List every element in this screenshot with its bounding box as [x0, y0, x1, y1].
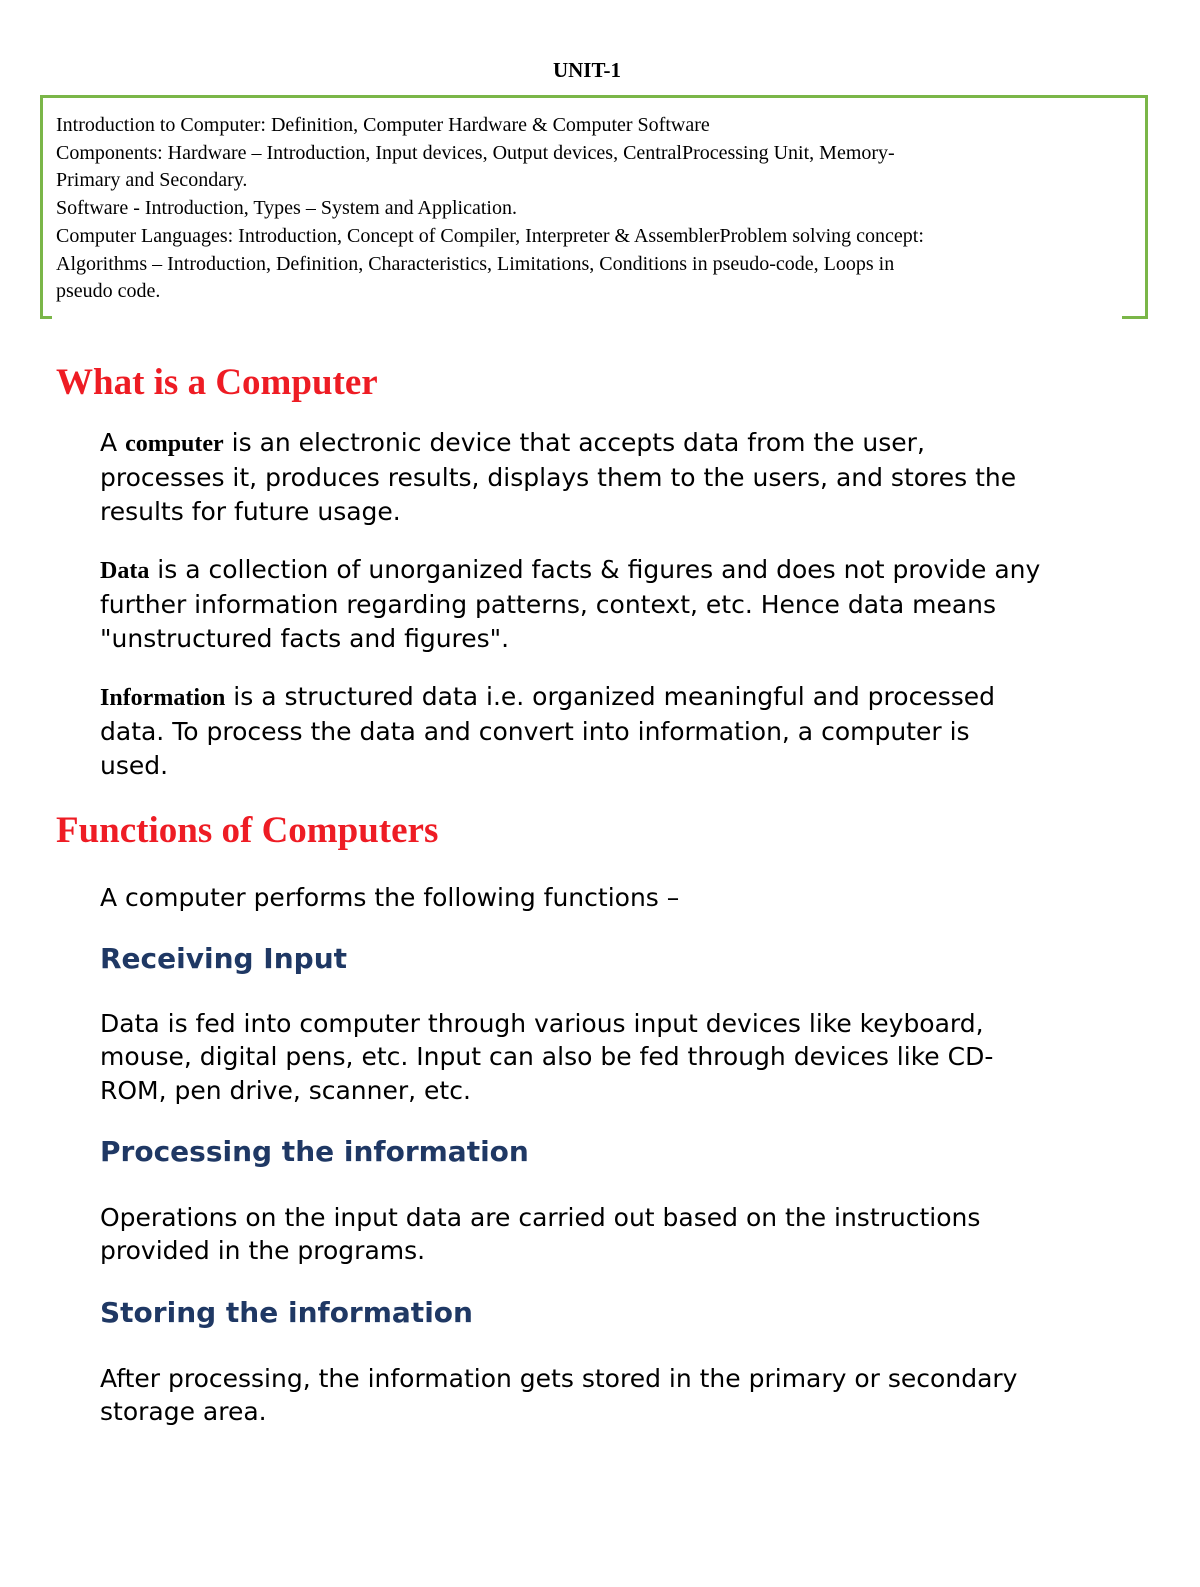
- functions-intro: [100, 881, 1160, 914]
- syllabus-box-corner-right: [1122, 316, 1148, 319]
- syllabus-line: Introduction to Computer: Definition, Computer Hardware & Computer Software: [56, 114, 710, 136]
- syllabus-line: pseudo code.: [56, 280, 161, 303]
- paragraph-text: ROM, pen drive, scanner, etc.: [100, 1075, 471, 1105]
- syllabus-text: [56, 112, 1136, 306]
- paragraph-processing-information: [100, 1201, 1160, 1268]
- paragraph-text: further information regarding patterns, context, etc. Hence data means: [100, 590, 997, 620]
- syllabus-line: Primary and Secondary.: [56, 169, 248, 192]
- unit-title: UNIT-1: [552, 58, 622, 82]
- paragraph-text: After processing, the information gets stored in the primary or secondary: [100, 1364, 1018, 1393]
- paragraph-text: is a structured data i.e. organized meaningful and processed: [225, 682, 995, 711]
- term-information: Information: [100, 685, 226, 711]
- paragraph-data-definition: [100, 553, 1160, 655]
- paragraph-text: "unstructured facts and figures".: [100, 623, 510, 653]
- term-data: Data: [100, 558, 150, 584]
- paragraph-text: is an electronic device that accepts data from the user,: [223, 428, 925, 457]
- paragraph-text: results for future usage.: [100, 496, 401, 526]
- syllabus-line: Computer Languages: Introduction, Concept of Compiler, Interpreter & AssemblerProblem solving concept:: [56, 224, 924, 247]
- subheading-processing-information: Processing the information: [100, 1135, 529, 1168]
- paragraph-storing-information: [100, 1362, 1160, 1429]
- paragraph-information-definition: [100, 680, 1160, 782]
- syllabus-line: Algorithms – Introduction, Definition, Characteristics, Limitations, Conditions in pseudo-code, Loops in: [56, 252, 895, 275]
- paragraph-text: provided in the programs.: [100, 1236, 426, 1266]
- syllabus-box-corner-left: [40, 316, 52, 319]
- subheading-receiving-input: Receiving Input: [100, 942, 348, 975]
- paragraph-receiving-input: [100, 1007, 1160, 1107]
- term-computer: computer: [125, 431, 224, 457]
- syllabus-line: Software - Introduction, Types – System and Application.: [56, 197, 517, 220]
- paragraph-text: Data is fed into computer through various input devices like keyboard,: [100, 1009, 984, 1038]
- paragraph-text: is a collection of unorganized facts & figures and does not provide any: [149, 555, 1041, 584]
- subheading-storing-information: Storing the information: [100, 1296, 473, 1329]
- paragraph-text: used.: [100, 750, 169, 780]
- paragraph-computer-definition: [100, 426, 1160, 528]
- paragraph-text: Operations on the input data are carried out based on the instructions: [100, 1203, 981, 1232]
- paragraph-text: storage area.: [100, 1397, 267, 1427]
- paragraph-text: data. To process the data and convert into information, a computer is: [100, 717, 970, 747]
- paragraph-lead: A: [100, 428, 126, 457]
- syllabus-line: Components: Hardware – Introduction, Input devices, Output devices, CentralProcessing Unit, Memory-: [56, 141, 895, 164]
- heading-functions-of-computers: Functions of Computers: [56, 810, 439, 851]
- paragraph-text: A computer performs the following functions –: [100, 883, 680, 912]
- heading-what-is-a-computer: What is a Computer: [56, 362, 378, 403]
- paragraph-text: processes it, produces results, displays them to the users, and stores the: [100, 463, 1017, 493]
- paragraph-text: mouse, digital pens, etc. Input can also be fed through devices like CD-: [100, 1042, 994, 1072]
